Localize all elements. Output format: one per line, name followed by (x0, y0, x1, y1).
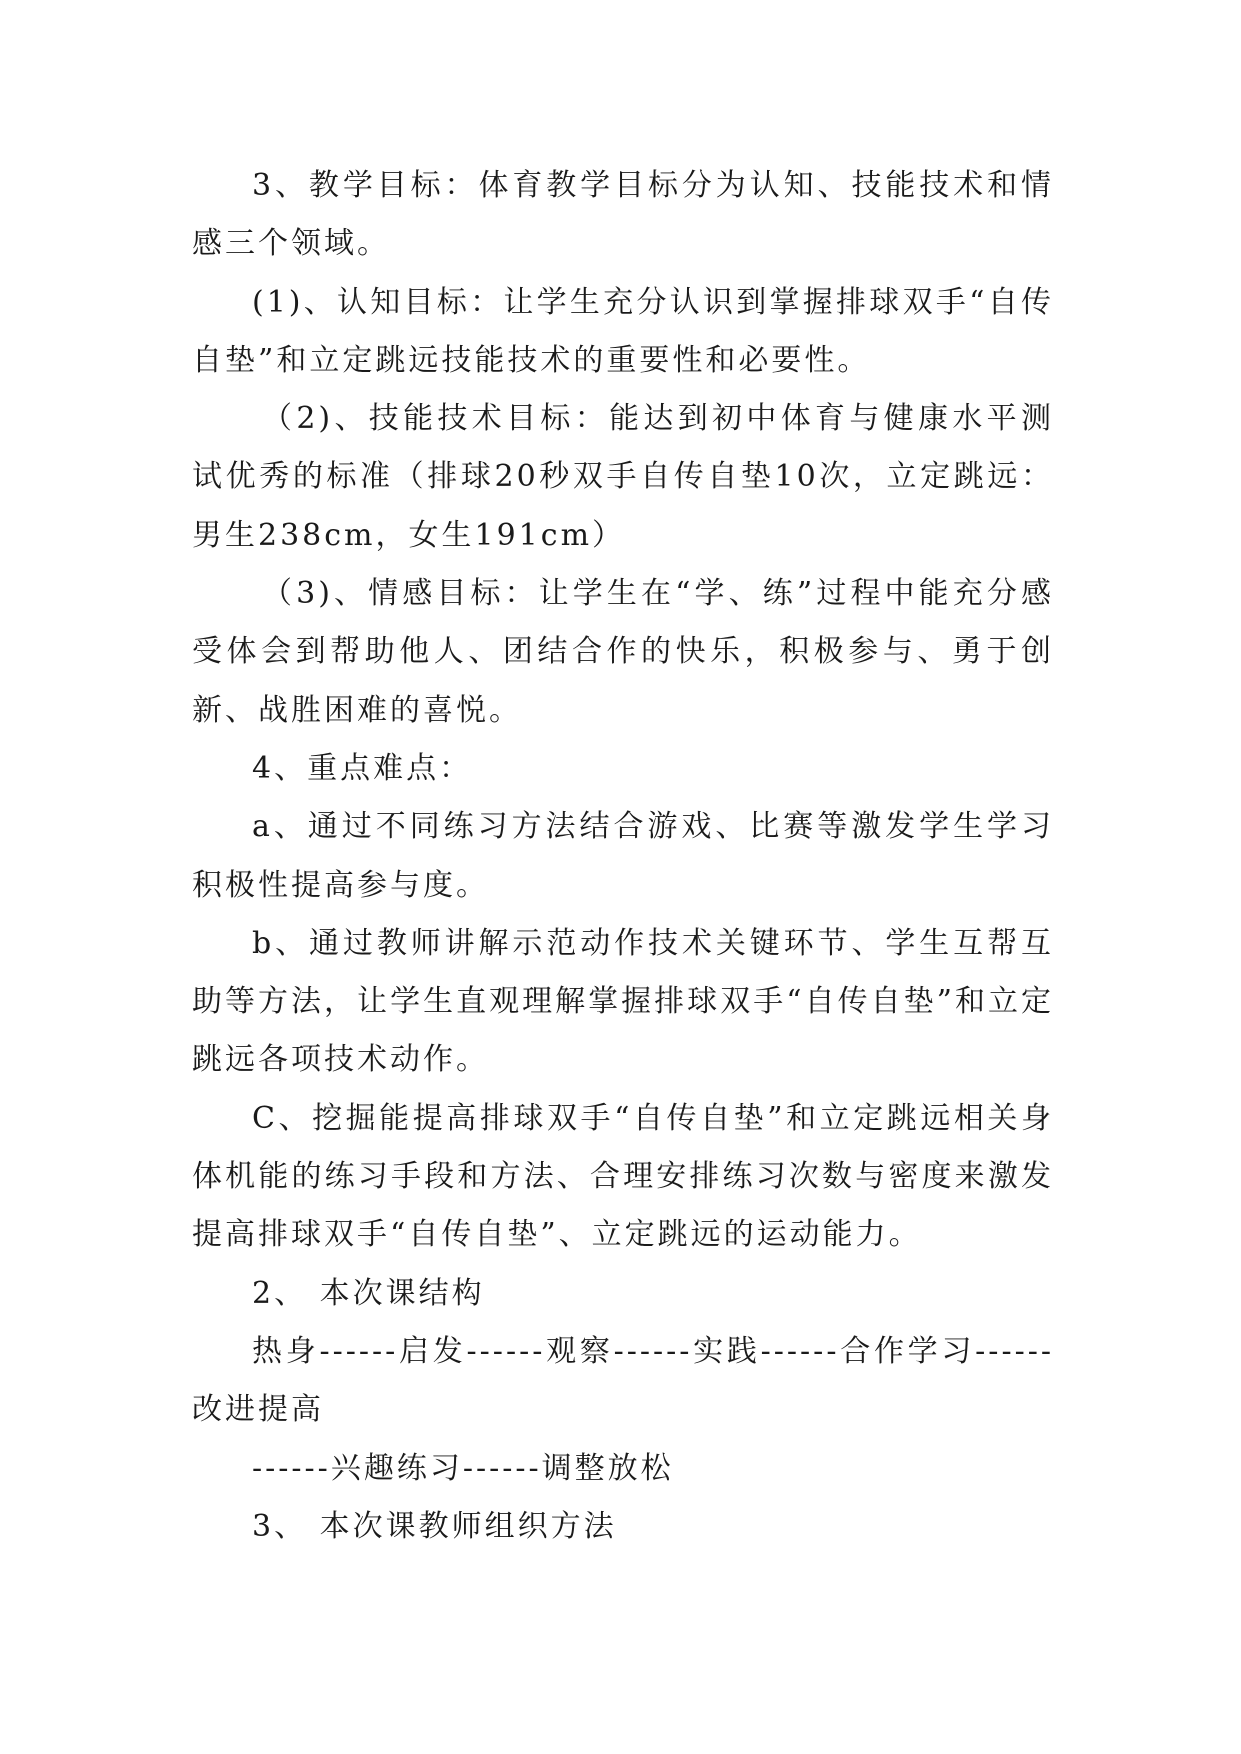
paragraph-lesson-structure: 2、 本次课结构 (252, 1275, 485, 1311)
document-body (192, 157, 1054, 1556)
paragraph-organization-methods: 3、 本次课教师组织方法 (252, 1508, 617, 1544)
paragraph-point-b: b、通过教师讲解示范动作技术关键环节、学生互帮互助等方法，让学生直观理解掌握排球双手“自传自垫”和立定跳远各项技术动作。 (192, 925, 1054, 1078)
paragraph-structure-flow-continued: ------兴趣练习------调整放松 (252, 1450, 674, 1486)
paragraph-emotional-goal: （3)、情感目标：让学生在“学、练”过程中能充分感受体会到帮助他人、团结合作的快乐，积极参与、勇于创新、战胜困难的喜悦。 (192, 576, 1054, 728)
paragraph-point-c: C、挖掘能提高排球双手“自传自垫”和立定跳远相关身体机能的练习手段和方法、合理安排练习次数与密度来激发提高排球双手“自传自垫”、立定跳远的运动能力。 (192, 1100, 1054, 1253)
paragraph-teaching-objectives: 3、教学目标：体育教学目标分为认知、技能技术和情感三个领域。 (192, 168, 1054, 262)
paragraph-structure-flow: 热身------启发------观察------实践------合作学习------改进提高 (192, 1333, 1054, 1428)
paragraph-cognitive-goal: (1)、认知目标：让学生充分认识到掌握排球双手“自传自垫”和立定跳远技能技术的重要性和必要性。 (192, 284, 1054, 378)
paragraph-key-difficulties: 4、重点难点： (252, 750, 473, 786)
paragraph-skill-goal: （2)、技能技术目标：能达到初中体育与健康水平测试优秀的标准（排球20秒双手自传自垫10次，立定跳远：男生238cm，女生191cm） (192, 401, 1054, 553)
paragraph-point-a: a、通过不同练习方法结合游戏、比赛等激发学生学习积极性提高参与度。 (192, 809, 1054, 903)
